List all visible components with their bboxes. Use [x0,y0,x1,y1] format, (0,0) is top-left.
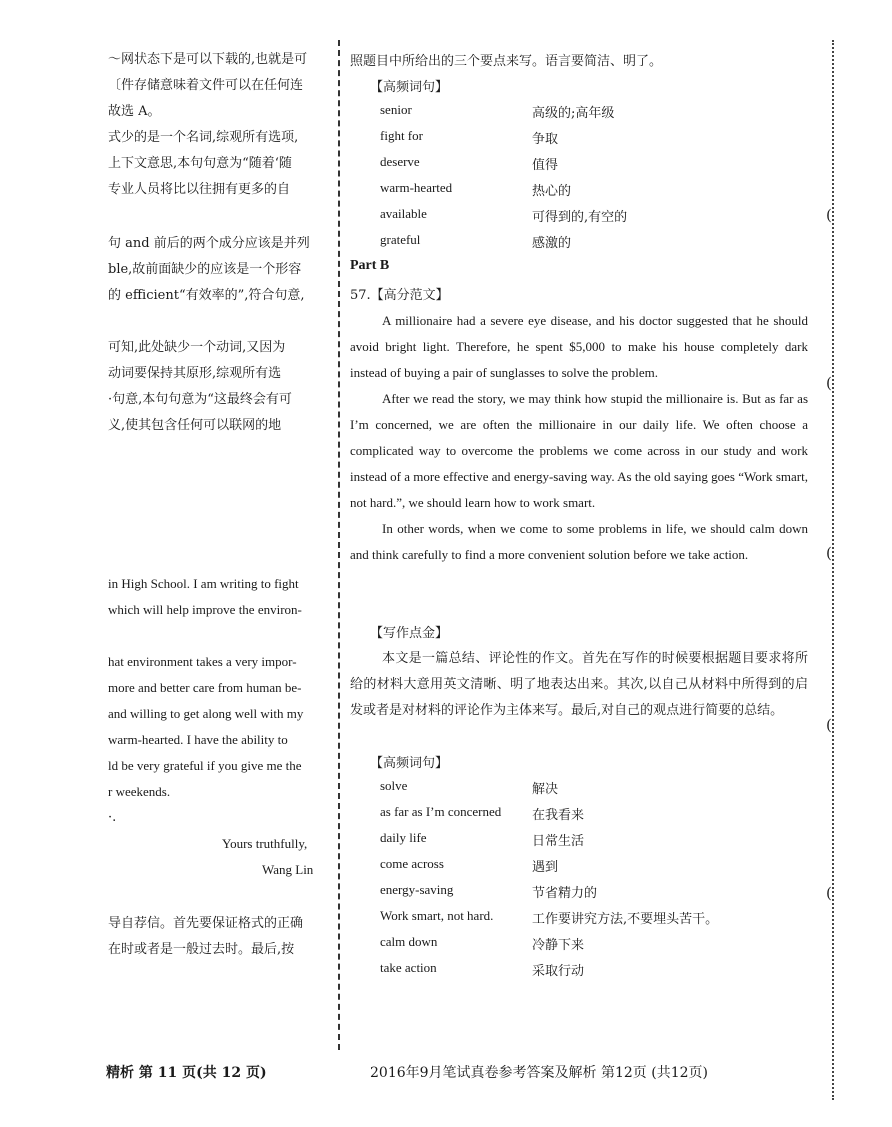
vocab-row: grateful 感激的 [380,232,572,251]
cut-mark: ( [826,884,832,902]
intro-line: 照题目中所给出的三个要点来写。语言要简洁、明了。 [350,54,663,69]
left-line: ld be very grateful if you give me the [108,758,302,773]
left-line: 〜网状态下是可以下载的,也就是可 [108,52,308,67]
signature: Wang Lin [262,862,314,877]
vocab-row: solve 解决 [380,778,559,797]
cut-mark: ( [826,206,832,224]
left-line: warm-hearted. I have the ability to [108,732,288,747]
vocab-row: come across 遇到 [380,856,559,875]
left-line: and willing to get along well with my [108,706,304,721]
vocab-heading: 【高频词句】 [370,80,449,95]
left-line: which will help improve the environ- [108,602,302,617]
left-line: 式少的是一个名词,综观所有选项, [108,130,299,145]
cut-mark: ( [826,716,832,734]
left-line: 导自荐信。首先要保证格式的正确 [108,916,304,931]
vocab-row: daily life 日常生活 [380,830,585,849]
left-line: ble,故前面缺少的应该是一个形容 [108,262,302,277]
question-number: 57.【高分范文】 [350,288,449,303]
left-line: 上下文意思,本句句意为“随着‘随 [108,156,292,171]
left-line: 的 efficient“有效率的”,符合句意, [108,288,305,303]
left-line: 义,使其包含任何可以联网的地 [108,418,282,433]
vocab-row: available 可得到的,有空的 [380,206,628,225]
cut-mark: ( [826,374,832,392]
left-line: 在时或者是一般过去时。最后,按 [108,942,295,957]
left-line: in High School. I am writing to fight [108,576,299,591]
left-line: r weekends. [108,784,171,799]
closing: Yours truthfully, [222,836,308,851]
cut-line [832,40,834,1100]
essay-paragraph: A millionaire had a severe eye disease, and his doctor suggested that he should avoid bright light. Therefore, he spent $5,000 to make his house completely dark instead of buying a pair of sunglasses to solve the problem. [350,313,808,380]
vocab-row: take action 采取行动 [380,960,585,979]
left-line: ·. [108,810,117,825]
essay [350,308,808,568]
left-line: 动词要保持其原形,综观所有选 [108,366,282,381]
left-footer: 精析 第 11 页(共 12 页) [106,1065,267,1081]
vocab-heading: 【高频词句】 [370,756,449,771]
vocab-row: senior 高级的;高年级 [380,102,615,121]
essay-paragraph: After we read the story, we may think how stupid the millionaire is. But as far as I’m concerned, we are often the millionaire in our daily life. We often choose a complicated way to overcome the problems we come across in our study and work instead of a more effective and energy-saving way. As the old saying goes “Work smart, not hard.”, we should learn how to work smart. [350,391,808,510]
left-line: 可知,此处缺少一个动词,又因为 [108,340,286,355]
vocab-row: calm down 冷静下来 [380,934,585,953]
section-heading: Part B [350,258,390,273]
left-line: 专业人员将比以往拥有更多的自 [108,182,291,197]
right-footer: 2016年9月笔试真卷参考答案及解析 第12页 (共12页) [370,1065,708,1081]
left-line: more and better care from human be- [108,680,302,695]
vocab-row: fight for 争取 [380,128,559,147]
tips-text: 本文是一篇总结、评论性的作文。首先在写作的时候要根据题目要求将所给的材料大意用英文清晰、明了地表达出来。其次,以自己从材料中所得到的启发或者是对材料的评论作为主体来写。最后,对自己的观点进行简要的总结。 [350,651,808,718]
left-line: hat environment takes a very impor- [108,654,297,669]
vocab-row: deserve 值得 [380,154,559,173]
tips-heading: 【写作点金】 [370,626,449,641]
column-divider [338,40,340,1050]
essay-paragraph: In other words, when we come to some problems in life, we should calm down and think carefully to find a more convenient solution before we take action. [350,521,808,562]
cut-mark: ( [826,544,832,562]
left-line: ·句意,本句句意为“这最终会有可 [108,392,292,407]
left-line: 句 and 前后的两个成分应该是并列 [108,236,310,251]
left-line: 故选 A。 [108,104,161,119]
left-line: 〔件存储意味着文件可以在任何连 [108,78,304,93]
vocab-row: energy-saving 节省精力的 [380,882,598,901]
vocab-row: warm-hearted 热心的 [380,180,572,199]
vocab-row: as far as I’m concerned 在我看来 [380,804,585,823]
vocab-row: Work smart, not hard. 工作要讲究方法,不要埋头苦干。 [380,908,719,927]
